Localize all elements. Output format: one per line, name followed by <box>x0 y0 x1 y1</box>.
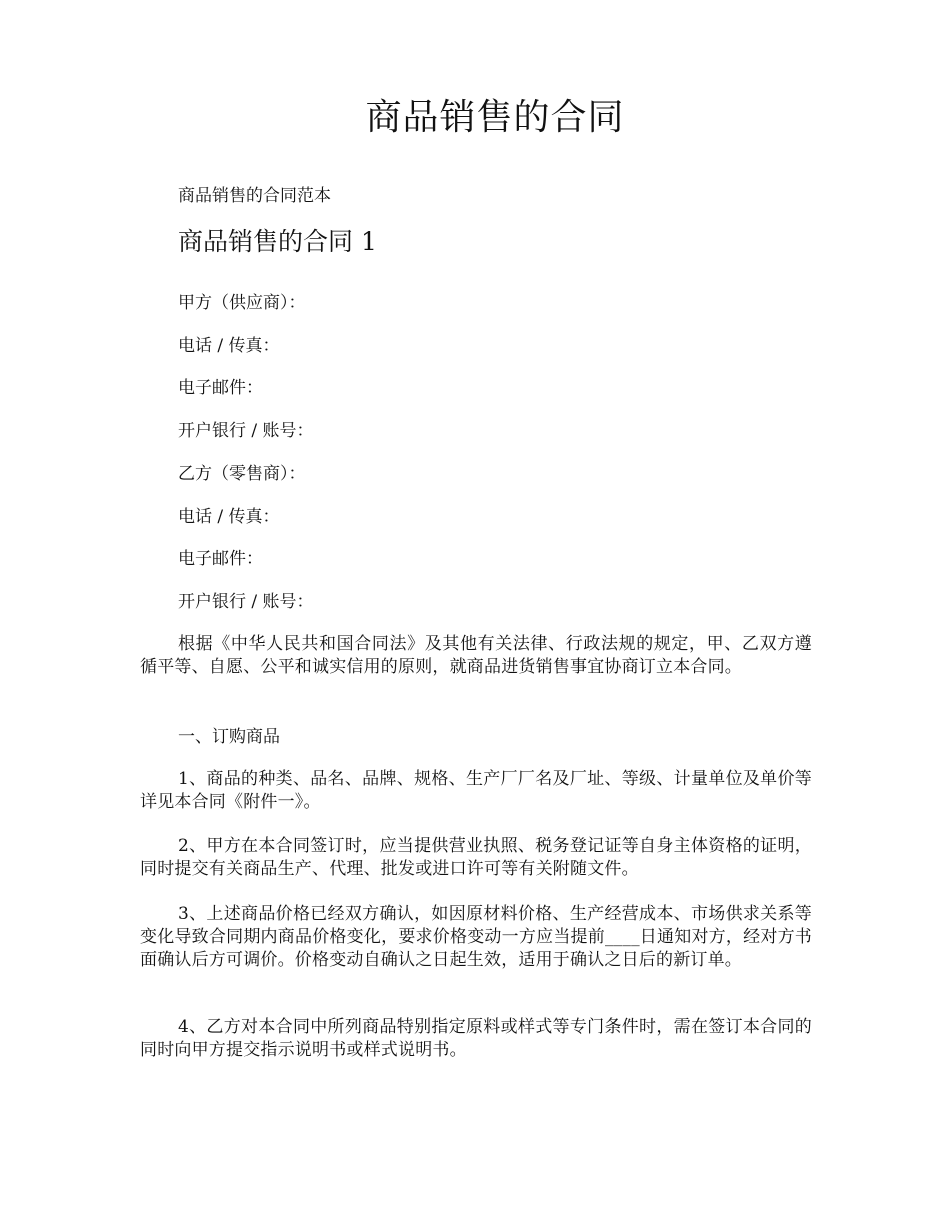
clause-3: 3、上述商品价格已经双方确认，如因原材料价格、生产经营成本、市场供求关系等变化导致合同期内商品价格变化，要求价格变动一方应当提前____日通知对方，经对方书面确认后方可调价。价格变动自确认之日起生效，适用于确认之日后的新订单。 <box>140 904 812 970</box>
clause-1: 1、商品的种类、品名、品牌、规格、生产厂厂名及厂址、等级、计量单位及单价等详见本合同《附件一》。 <box>140 769 812 812</box>
intro-paragraph: 根据《中华人民共和国合同法》及其他有关法律、行政法规的规定，甲、乙双方遵循平等、自愿、公平和诚实信用的原则，就商品进货销售事宜协商订立本合同。 <box>140 634 812 677</box>
party-a-label: 甲方（供应商）： <box>178 293 306 313</box>
party-a-phone-fax: 电话 / 传真： <box>178 336 280 356</box>
clause-4: 4、乙方对本合同中所列商品特别指定原料或样式等专门条件时，需在签订本合同的同时向甲方提交指示说明书或样式说明书。 <box>140 1017 812 1060</box>
party-b-label: 乙方（零售商）： <box>178 464 306 484</box>
party-b-email: 电子邮件： <box>178 549 263 569</box>
party-a-bank-account: 开户银行 / 账号： <box>178 421 314 441</box>
party-b-bank-account: 开户银行 / 账号： <box>178 592 314 612</box>
document-subtitle: 商品销售的合同范本 <box>178 186 331 206</box>
party-a-email: 电子邮件： <box>178 378 263 398</box>
section-title: 商品销售的合同 1 <box>178 227 377 256</box>
party-b-phone-fax: 电话 / 传真： <box>178 507 280 527</box>
document-title: 商品销售的合同 <box>365 97 625 138</box>
heading-order-goods: 一、订购商品 <box>178 727 280 747</box>
clause-2: 2、甲方在本合同签订时，应当提供营业执照、税务登记证等自身主体资格的证明，同时提交有关商品生产、代理、批发或进口许可等有关附随文件。 <box>140 836 812 879</box>
